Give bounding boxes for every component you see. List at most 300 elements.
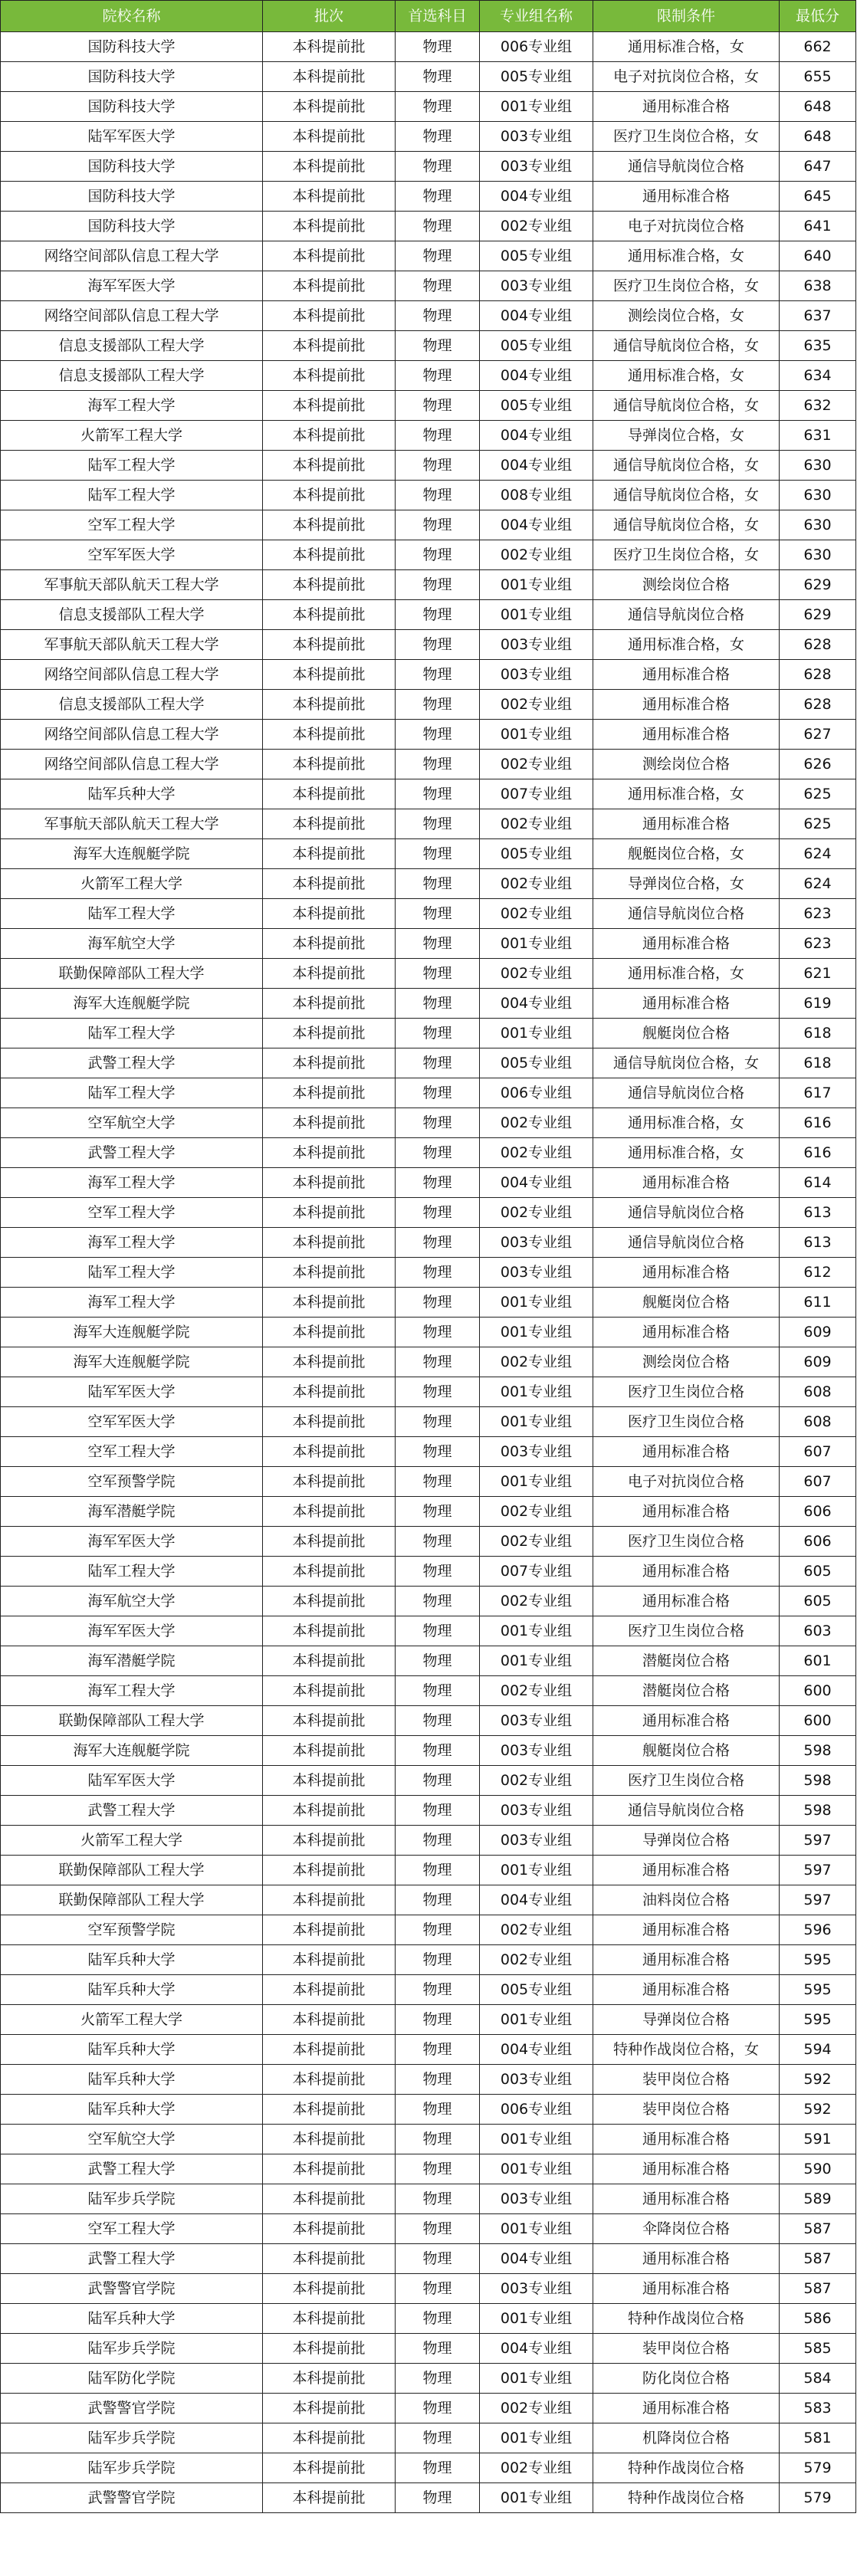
group-name-cell: 001专业组: [480, 1407, 593, 1437]
restriction-cell: 通信导航岗位合格，女: [593, 481, 780, 510]
restriction-cell: 通用标准合格: [593, 182, 780, 212]
header-group: 专业组名称: [480, 1, 593, 32]
min-score-cell: 640: [780, 241, 856, 271]
min-score-cell: 630: [780, 510, 856, 540]
min-score-cell: 579: [780, 2453, 856, 2483]
batch-cell: 本科提前批: [263, 2304, 396, 2334]
group-name-cell: 003专业组: [480, 1826, 593, 1856]
batch-cell: 本科提前批: [263, 1826, 396, 1856]
restriction-cell: 特种作战岗位合格: [593, 2483, 780, 2513]
group-name-cell: 001专业组: [480, 600, 593, 630]
table-row: [1, 301, 856, 331]
batch-cell: 本科提前批: [263, 1885, 396, 1915]
school-name-cell: 陆军工程大学: [1, 1019, 263, 1048]
subject-cell: 物理: [396, 959, 480, 989]
batch-cell: 本科提前批: [263, 540, 396, 570]
table-row: [1, 1856, 856, 1885]
subject-cell: 物理: [396, 1945, 480, 1975]
table-row: [1, 2364, 856, 2394]
min-score-cell: 600: [780, 1706, 856, 1736]
batch-cell: 本科提前批: [263, 1736, 396, 1766]
subject-cell: 物理: [396, 1646, 480, 1676]
table-row: [1, 2154, 856, 2184]
header-restriction: 限制条件: [593, 1, 780, 32]
subject-cell: 物理: [396, 301, 480, 331]
restriction-cell: 导弹岗位合格: [593, 2005, 780, 2035]
subject-cell: 物理: [396, 1706, 480, 1736]
min-score-cell: 597: [780, 1826, 856, 1856]
group-name-cell: 001专业组: [480, 1019, 593, 1048]
table-row: [1, 510, 856, 540]
table-row: [1, 600, 856, 630]
batch-cell: 本科提前批: [263, 1766, 396, 1796]
school-name-cell: 陆军工程大学: [1, 1078, 263, 1108]
min-score-cell: 587: [780, 2274, 856, 2304]
batch-cell: 本科提前批: [263, 1646, 396, 1676]
batch-cell: 本科提前批: [263, 212, 396, 241]
table-row: [1, 1048, 856, 1078]
min-score-cell: 611: [780, 1288, 856, 1318]
restriction-cell: 电子对抗岗位合格，女: [593, 62, 780, 92]
batch-cell: 本科提前批: [263, 2214, 396, 2244]
min-score-cell: 621: [780, 959, 856, 989]
subject-cell: 物理: [396, 2453, 480, 2483]
min-score-cell: 630: [780, 540, 856, 570]
table-row: [1, 2394, 856, 2423]
batch-cell: 本科提前批: [263, 1527, 396, 1557]
table-row: [1, 1796, 856, 1826]
min-score-cell: 595: [780, 1975, 856, 2005]
table-row: [1, 1557, 856, 1587]
min-score-cell: 634: [780, 361, 856, 391]
subject-cell: 物理: [396, 361, 480, 391]
batch-cell: 本科提前批: [263, 451, 396, 481]
group-name-cell: 001专业组: [480, 1646, 593, 1676]
batch-cell: 本科提前批: [263, 959, 396, 989]
restriction-cell: 通用标准合格: [593, 690, 780, 720]
subject-cell: 物理: [396, 1826, 480, 1856]
min-score-cell: 609: [780, 1318, 856, 1347]
subject-cell: 物理: [396, 809, 480, 839]
subject-cell: 物理: [396, 600, 480, 630]
group-name-cell: 002专业组: [480, 1198, 593, 1228]
school-name-cell: 陆军工程大学: [1, 899, 263, 929]
subject-cell: 物理: [396, 451, 480, 481]
subject-cell: 物理: [396, 1975, 480, 2005]
group-name-cell: 002专业组: [480, 1108, 593, 1138]
restriction-cell: 通信导航岗位合格: [593, 1796, 780, 1826]
school-name-cell: 火箭军工程大学: [1, 869, 263, 899]
table-row: [1, 839, 856, 869]
table-row: [1, 122, 856, 152]
header-subject: 首选科目: [396, 1, 480, 32]
subject-cell: 物理: [396, 1168, 480, 1198]
subject-cell: 物理: [396, 241, 480, 271]
batch-cell: 本科提前批: [263, 1945, 396, 1975]
school-name-cell: 海军工程大学: [1, 1676, 263, 1706]
group-name-cell: 005专业组: [480, 241, 593, 271]
subject-cell: 物理: [396, 2005, 480, 2035]
min-score-cell: 606: [780, 1527, 856, 1557]
restriction-cell: 导弹岗位合格: [593, 1826, 780, 1856]
min-score-cell: 598: [780, 1766, 856, 1796]
table-row: [1, 929, 856, 959]
table-row: [1, 2244, 856, 2274]
batch-cell: 本科提前批: [263, 1437, 396, 1467]
subject-cell: 物理: [396, 839, 480, 869]
table-row: [1, 2005, 856, 2035]
batch-cell: 本科提前批: [263, 1228, 396, 1258]
table-row: [1, 2453, 856, 2483]
subject-cell: 物理: [396, 690, 480, 720]
batch-cell: 本科提前批: [263, 2065, 396, 2095]
school-name-cell: 海军航空大学: [1, 1587, 263, 1616]
restriction-cell: 通用标准合格: [593, 2274, 780, 2304]
batch-cell: 本科提前批: [263, 2334, 396, 2364]
group-name-cell: 006专业组: [480, 1078, 593, 1108]
min-score-cell: 623: [780, 899, 856, 929]
batch-cell: 本科提前批: [263, 1377, 396, 1407]
group-name-cell: 001专业组: [480, 1318, 593, 1347]
school-name-cell: 陆军工程大学: [1, 1258, 263, 1288]
school-name-cell: 海军大连舰艇学院: [1, 1318, 263, 1347]
school-name-cell: 国防科技大学: [1, 182, 263, 212]
group-name-cell: 002专业组: [480, 212, 593, 241]
min-score-cell: 612: [780, 1258, 856, 1288]
table-row: [1, 1676, 856, 1706]
subject-cell: 物理: [396, 1736, 480, 1766]
restriction-cell: 通信导航岗位合格，女: [593, 451, 780, 481]
min-score-cell: 583: [780, 2394, 856, 2423]
restriction-cell: 舰艇岗位合格: [593, 1736, 780, 1766]
batch-cell: 本科提前批: [263, 989, 396, 1019]
subject-cell: 物理: [396, 630, 480, 660]
min-score-cell: 606: [780, 1497, 856, 1527]
table-row: [1, 660, 856, 690]
restriction-cell: 通用标准合格，女: [593, 1138, 780, 1168]
subject-cell: 物理: [396, 271, 480, 301]
table-row: [1, 421, 856, 451]
table-row: [1, 1766, 856, 1796]
group-name-cell: 004专业组: [480, 361, 593, 391]
group-name-cell: 001专业组: [480, 1467, 593, 1497]
subject-cell: 物理: [396, 2274, 480, 2304]
batch-cell: 本科提前批: [263, 1138, 396, 1168]
restriction-cell: 通用标准合格，女: [593, 32, 780, 62]
school-name-cell: 空军军医大学: [1, 1407, 263, 1437]
subject-cell: 物理: [396, 1497, 480, 1527]
subject-cell: 物理: [396, 899, 480, 929]
subject-cell: 物理: [396, 2154, 480, 2184]
table-row: [1, 779, 856, 809]
batch-cell: 本科提前批: [263, 869, 396, 899]
school-name-cell: 联勤保障部队工程大学: [1, 1856, 263, 1885]
min-score-cell: 586: [780, 2304, 856, 2334]
subject-cell: 物理: [396, 1048, 480, 1078]
group-name-cell: 002专业组: [480, 1766, 593, 1796]
group-name-cell: 005专业组: [480, 839, 593, 869]
subject-cell: 物理: [396, 869, 480, 899]
school-name-cell: 军事航天部队航天工程大学: [1, 570, 263, 600]
group-name-cell: 002专业组: [480, 750, 593, 779]
subject-cell: 物理: [396, 2214, 480, 2244]
restriction-cell: 装甲岗位合格: [593, 2095, 780, 2125]
table-row: [1, 1915, 856, 1945]
restriction-cell: 通用标准合格，女: [593, 241, 780, 271]
min-score-cell: 607: [780, 1437, 856, 1467]
table-row: [1, 152, 856, 182]
table-row: [1, 2035, 856, 2065]
batch-cell: 本科提前批: [263, 2394, 396, 2423]
restriction-cell: 医疗卫生岗位合格，女: [593, 540, 780, 570]
school-name-cell: 海军潜艇学院: [1, 1497, 263, 1527]
min-score-cell: 600: [780, 1676, 856, 1706]
restriction-cell: 通用标准合格: [593, 1258, 780, 1288]
group-name-cell: 002专业组: [480, 1347, 593, 1377]
table-row: [1, 32, 856, 62]
batch-cell: 本科提前批: [263, 1706, 396, 1736]
subject-cell: 物理: [396, 2125, 480, 2154]
school-name-cell: 空军航空大学: [1, 1108, 263, 1138]
table-row: [1, 2423, 856, 2453]
table-row: [1, 2214, 856, 2244]
restriction-cell: 通用标准合格: [593, 929, 780, 959]
batch-cell: 本科提前批: [263, 1497, 396, 1527]
batch-cell: 本科提前批: [263, 1288, 396, 1318]
group-name-cell: 003专业组: [480, 1736, 593, 1766]
school-name-cell: 陆军军医大学: [1, 122, 263, 152]
restriction-cell: 装甲岗位合格: [593, 2065, 780, 2095]
table-row: [1, 690, 856, 720]
min-score-cell: 641: [780, 212, 856, 241]
restriction-cell: 防化岗位合格: [593, 2364, 780, 2394]
restriction-cell: 通用标准合格: [593, 1587, 780, 1616]
min-score-cell: 631: [780, 421, 856, 451]
subject-cell: 物理: [396, 152, 480, 182]
group-name-cell: 003专业组: [480, 1706, 593, 1736]
min-score-cell: 592: [780, 2095, 856, 2125]
group-name-cell: 004专业组: [480, 1168, 593, 1198]
min-score-cell: 617: [780, 1078, 856, 1108]
school-name-cell: 武警工程大学: [1, 2244, 263, 2274]
min-score-cell: 655: [780, 62, 856, 92]
school-name-cell: 陆军兵种大学: [1, 779, 263, 809]
restriction-cell: 通用标准合格: [593, 1975, 780, 2005]
batch-cell: 本科提前批: [263, 2274, 396, 2304]
table-row: [1, 481, 856, 510]
subject-cell: 物理: [396, 540, 480, 570]
school-name-cell: 国防科技大学: [1, 212, 263, 241]
table-row: [1, 869, 856, 899]
school-name-cell: 联勤保障部队工程大学: [1, 959, 263, 989]
batch-cell: 本科提前批: [263, 92, 396, 122]
min-score-cell: 618: [780, 1048, 856, 1078]
min-score-cell: 595: [780, 2005, 856, 2035]
table-row: [1, 2125, 856, 2154]
restriction-cell: 医疗卫生岗位合格: [593, 1616, 780, 1646]
group-name-cell: 002专业组: [480, 1587, 593, 1616]
group-name-cell: 007专业组: [480, 1557, 593, 1587]
school-name-cell: 陆军防化学院: [1, 2364, 263, 2394]
subject-cell: 物理: [396, 570, 480, 600]
group-name-cell: 004专业组: [480, 1885, 593, 1915]
school-name-cell: 空军航空大学: [1, 2125, 263, 2154]
restriction-cell: 舰艇岗位合格: [593, 1019, 780, 1048]
subject-cell: 物理: [396, 1766, 480, 1796]
school-name-cell: 空军工程大学: [1, 510, 263, 540]
table-row: [1, 899, 856, 929]
restriction-cell: 医疗卫生岗位合格: [593, 1377, 780, 1407]
restriction-cell: 通用标准合格: [593, 2184, 780, 2214]
subject-cell: 物理: [396, 1078, 480, 1108]
table-row: [1, 1108, 856, 1138]
restriction-cell: 导弹岗位合格，女: [593, 421, 780, 451]
batch-cell: 本科提前批: [263, 720, 396, 750]
min-score-cell: 628: [780, 630, 856, 660]
batch-cell: 本科提前批: [263, 839, 396, 869]
table-row: [1, 1198, 856, 1228]
restriction-cell: 通用标准合格: [593, 1706, 780, 1736]
restriction-cell: 通用标准合格: [593, 1856, 780, 1885]
min-score-cell: 619: [780, 989, 856, 1019]
restriction-cell: 特种作战岗位合格，女: [593, 2035, 780, 2065]
header-min-score: 最低分: [780, 1, 856, 32]
restriction-cell: 通用标准合格，女: [593, 361, 780, 391]
subject-cell: 物理: [396, 1587, 480, 1616]
group-name-cell: 001专业组: [480, 2154, 593, 2184]
subject-cell: 物理: [396, 1019, 480, 1048]
min-score-cell: 632: [780, 391, 856, 421]
table-row: [1, 1706, 856, 1736]
batch-cell: 本科提前批: [263, 1856, 396, 1885]
group-name-cell: 002专业组: [480, 1497, 593, 1527]
restriction-cell: 导弹岗位合格，女: [593, 869, 780, 899]
school-name-cell: 陆军兵种大学: [1, 2035, 263, 2065]
group-name-cell: 002专业组: [480, 1676, 593, 1706]
restriction-cell: 通用标准合格，女: [593, 630, 780, 660]
subject-cell: 物理: [396, 331, 480, 361]
batch-cell: 本科提前批: [263, 690, 396, 720]
table-row: [1, 2483, 856, 2513]
school-name-cell: 武警警官学院: [1, 2483, 263, 2513]
school-name-cell: 军事航天部队航天工程大学: [1, 630, 263, 660]
subject-cell: 物理: [396, 779, 480, 809]
batch-cell: 本科提前批: [263, 391, 396, 421]
min-score-cell: 608: [780, 1407, 856, 1437]
group-name-cell: 002专业组: [480, 809, 593, 839]
group-name-cell: 001专业组: [480, 570, 593, 600]
restriction-cell: 舰艇岗位合格，女: [593, 839, 780, 869]
min-score-cell: 587: [780, 2214, 856, 2244]
batch-cell: 本科提前批: [263, 2483, 396, 2513]
batch-cell: 本科提前批: [263, 2125, 396, 2154]
subject-cell: 物理: [396, 1557, 480, 1587]
school-name-cell: 空军预警学院: [1, 1467, 263, 1497]
table-row: [1, 2184, 856, 2214]
school-name-cell: 海军大连舰艇学院: [1, 1736, 263, 1766]
group-name-cell: 002专业组: [480, 1915, 593, 1945]
batch-cell: 本科提前批: [263, 1796, 396, 1826]
table-row: [1, 2274, 856, 2304]
table-row: [1, 1587, 856, 1616]
school-name-cell: 陆军步兵学院: [1, 2423, 263, 2453]
subject-cell: 物理: [396, 2184, 480, 2214]
subject-cell: 物理: [396, 421, 480, 451]
min-score-cell: 638: [780, 271, 856, 301]
table-row: [1, 1945, 856, 1975]
school-name-cell: 网络空间部队信息工程大学: [1, 750, 263, 779]
subject-cell: 物理: [396, 2334, 480, 2364]
group-name-cell: 003专业组: [480, 1437, 593, 1467]
min-score-cell: 613: [780, 1198, 856, 1228]
group-name-cell: 003专业组: [480, 1796, 593, 1826]
group-name-cell: 004专业组: [480, 2035, 593, 2065]
min-score-cell: 614: [780, 1168, 856, 1198]
subject-cell: 物理: [396, 2095, 480, 2125]
table-row: [1, 989, 856, 1019]
restriction-cell: 测绘岗位合格: [593, 750, 780, 779]
batch-cell: 本科提前批: [263, 62, 396, 92]
table-row: [1, 1318, 856, 1347]
restriction-cell: 通用标准合格: [593, 1168, 780, 1198]
school-name-cell: 空军工程大学: [1, 2214, 263, 2244]
school-name-cell: 海军工程大学: [1, 1288, 263, 1318]
batch-cell: 本科提前批: [263, 750, 396, 779]
subject-cell: 物理: [396, 62, 480, 92]
table-row: [1, 1437, 856, 1467]
min-score-cell: 637: [780, 301, 856, 331]
subject-cell: 物理: [396, 2364, 480, 2394]
min-score-cell: 625: [780, 779, 856, 809]
min-score-cell: 629: [780, 600, 856, 630]
school-name-cell: 空军工程大学: [1, 1198, 263, 1228]
group-name-cell: 004专业组: [480, 2244, 593, 2274]
min-score-cell: 645: [780, 182, 856, 212]
min-score-cell: 597: [780, 1885, 856, 1915]
restriction-cell: 通信导航岗位合格: [593, 1078, 780, 1108]
group-name-cell: 004专业组: [480, 510, 593, 540]
min-score-cell: 630: [780, 481, 856, 510]
table-row: [1, 331, 856, 361]
subject-cell: 物理: [396, 391, 480, 421]
subject-cell: 物理: [396, 660, 480, 690]
min-score-cell: 626: [780, 750, 856, 779]
restriction-cell: 测绘岗位合格: [593, 570, 780, 600]
subject-cell: 物理: [396, 1885, 480, 1915]
header-batch: 批次: [263, 1, 396, 32]
group-name-cell: 003专业组: [480, 271, 593, 301]
group-name-cell: 002专业组: [480, 540, 593, 570]
restriction-cell: 通用标准合格，女: [593, 1108, 780, 1138]
batch-cell: 本科提前批: [263, 809, 396, 839]
batch-cell: 本科提前批: [263, 1347, 396, 1377]
batch-cell: 本科提前批: [263, 2184, 396, 2214]
batch-cell: 本科提前批: [263, 122, 396, 152]
batch-cell: 本科提前批: [263, 152, 396, 182]
min-score-cell: 605: [780, 1587, 856, 1616]
table-body: [1, 32, 856, 2513]
table-row: [1, 570, 856, 600]
group-name-cell: 001专业组: [480, 2214, 593, 2244]
restriction-cell: 通用标准合格: [593, 1318, 780, 1347]
min-score-cell: 595: [780, 1945, 856, 1975]
subject-cell: 物理: [396, 1108, 480, 1138]
group-name-cell: 001专业组: [480, 1288, 593, 1318]
batch-cell: 本科提前批: [263, 2035, 396, 2065]
group-name-cell: 002专业组: [480, 959, 593, 989]
batch-cell: 本科提前批: [263, 2005, 396, 2035]
min-score-cell: 624: [780, 869, 856, 899]
